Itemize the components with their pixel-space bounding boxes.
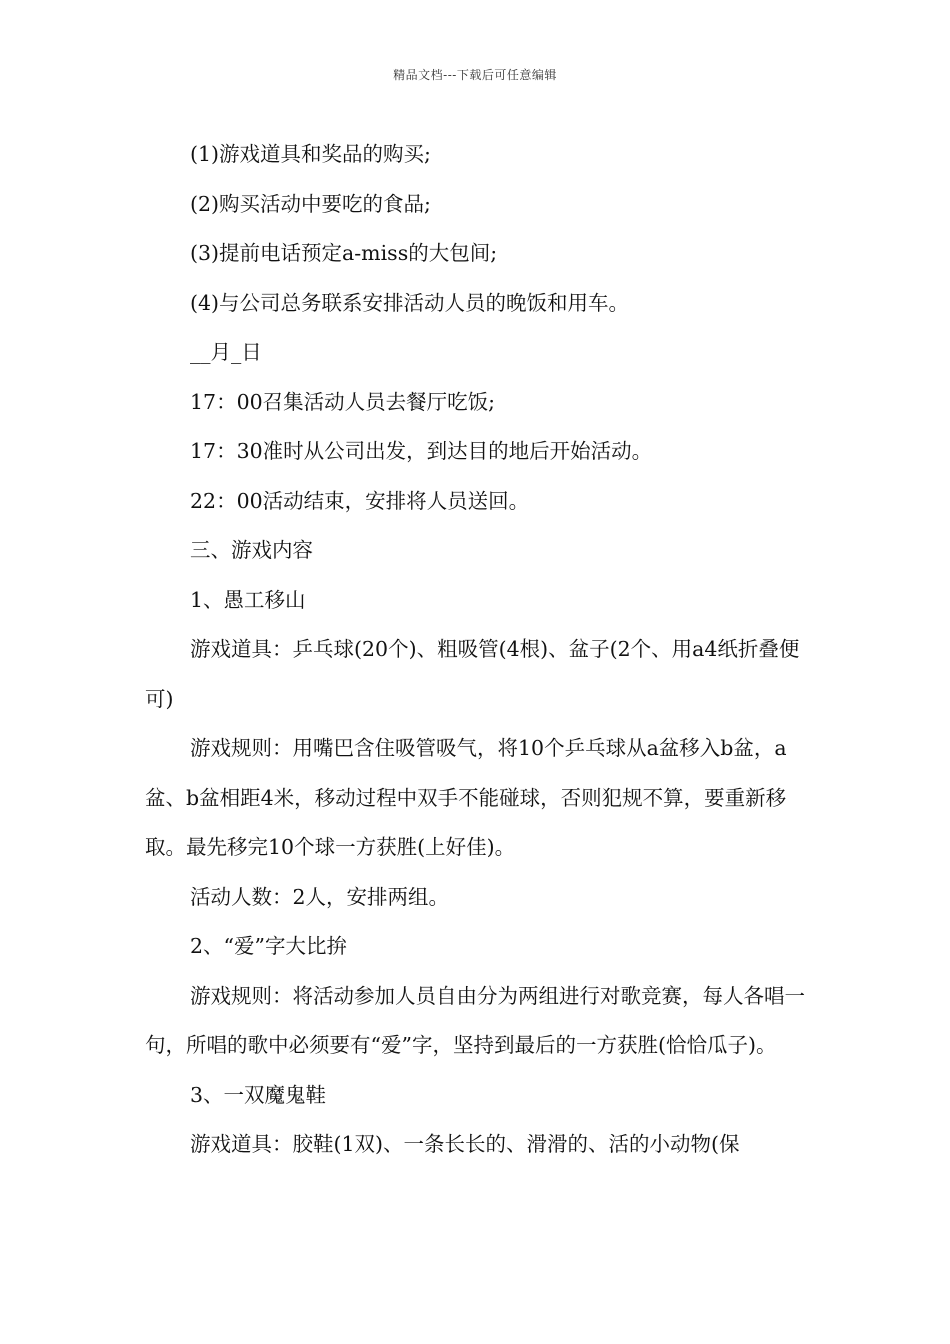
game-2-title: 2、“爱”字大比拚 <box>190 934 348 958</box>
game-1-rules: 游戏规则：用嘴巴含住吸管吸气，将10个乒乓球从a盆移入b盆，a盆、b盆相距4米，移动过程中双手不能碰球，否则犯规不算，要重新移取。最先移完10个球一方获胜(上好佳)。 <box>145 736 787 859</box>
game-1-title: 1、愚工移山 <box>190 587 306 612</box>
section-heading-games: 三、游戏内容 <box>190 538 313 562</box>
game-3-title: 3、一双魔鬼鞋 <box>190 1082 327 1107</box>
paragraph-3: (3)提前电话预定a-miss的大包间; <box>190 241 498 265</box>
paragraph-2: (2)购买活动中要吃的食品; <box>190 191 431 216</box>
paragraph-1: (1)游戏道具和奖品的购买; <box>190 142 431 166</box>
paragraph-schedule-1: 17：00召集活动人员去餐厅吃饭; <box>190 389 496 414</box>
game-1-props: 游戏道具：乒乓球(20个)、粗吸管(4根)、盆子(2个、用a4纸折叠便可) <box>145 637 800 711</box>
paragraph-schedule-3: 22：00活动结束，安排将人员送回。 <box>190 488 530 513</box>
game-3-props: 游戏道具：胶鞋(1双)、一条长长的、滑滑的、活的小动物(保 <box>190 1132 740 1156</box>
page-header: 精品文档---下载后可任意编辑 <box>393 68 557 82</box>
paragraph-4: (4)与公司总务联系安排活动人员的晚饭和用车。 <box>190 290 630 315</box>
document-body <box>145 130 815 1170</box>
game-1-players: 活动人数：2人，安排两组。 <box>190 884 450 909</box>
paragraph-date: __月_日 <box>190 340 262 364</box>
paragraph-schedule-2: 17：30准时从公司出发，到达目的地后开始活动。 <box>190 439 653 463</box>
game-2-rules: 游戏规则：将活动参加人员自由分为两组进行对歌竞赛，每人各唱一句，所唱的歌中必须要有“爱”字，坚持到最后的一方获胜(恰恰瓜子)。 <box>145 983 805 1057</box>
